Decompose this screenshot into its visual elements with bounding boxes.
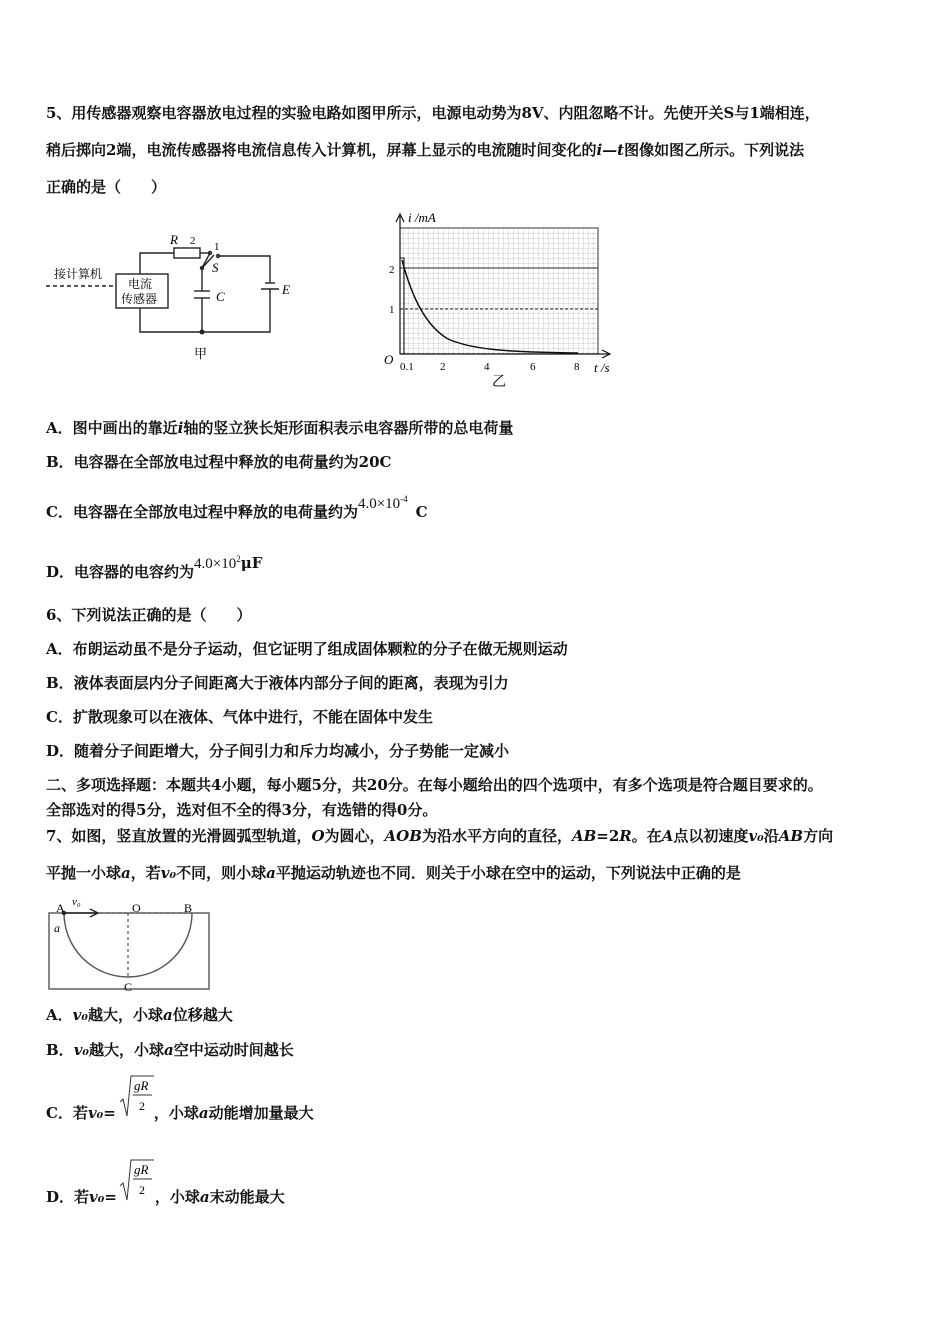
label-O: O: [132, 901, 141, 915]
label-C: C: [124, 980, 133, 994]
graph-caption: 乙: [492, 375, 506, 388]
q5-stem-line1: 5、用传感器观察电容器放电过程的实验电路如图甲所示，电源电动势为8V、内阻忽略不计。先使开关S与1端相连，: [46, 104, 820, 122]
label-a: a: [54, 921, 60, 935]
xtick-1: 2: [440, 361, 446, 373]
q6-option-c: C．扩散现象可以在液体、气体中进行，不能在固体中发生: [46, 708, 433, 726]
sqrt-expression-c: [118, 1072, 158, 1120]
graph-origin: O: [384, 352, 394, 367]
q5-stem-line2: 稍后掷向2端，电流传感器将电流信息传入计算机，屏幕上显示的电流随时间变化的i—t图像如图乙所示。下列说法: [46, 141, 805, 159]
q7-option-d: D．若v₀= ，小球a末动能最大: [46, 1188, 285, 1206]
q7-stem-line2: 平抛一小球a，若v₀不同，则小球a平抛运动轨迹也不同．则关于小球在空中的运动，下列说法中正确的是: [46, 864, 741, 882]
circuit-caption: 甲: [194, 346, 208, 361]
svg-text:2: 2: [139, 1183, 145, 1197]
ytick-1: 2: [389, 264, 395, 276]
xtick-3: 6: [530, 361, 536, 373]
label-R: R: [170, 232, 178, 247]
graph-ylabel: i /mA: [408, 210, 436, 225]
label-terminal-2: 2: [190, 235, 196, 247]
section2-line1: 二、多项选择题：本题共4小题，每小题5分，共20分。在每小题给出的四个选项中，有多个选项是符合题目要求的。: [46, 776, 823, 794]
svg-text:gR: gR: [134, 1162, 149, 1177]
q5-option-c: C．电容器在全部放电过程中释放的电荷量约为$4.0\times 10^{-4}C$: [46, 494, 428, 521]
q7-stem-line1: 7、如图，竖直放置的光滑圆弧型轨道，O为圆心，AOB为沿水平方向的直径，AB=2R。在A点以初速度v₀沿AB方向: [46, 827, 834, 845]
label-A: A: [56, 901, 65, 915]
sqrt-expression-d: [118, 1156, 158, 1204]
label-B: B: [184, 901, 193, 915]
label-capacitor-C: C: [216, 289, 225, 304]
q5-option-a: A．图中画出的靠近i轴的竖立狭长矩形面积表示电容器所带的总电荷量: [46, 419, 514, 437]
label-switch-S: S: [212, 260, 219, 275]
label-computer: 接计算机: [54, 267, 103, 281]
q6-option-b: B．液体表面层内分子间距离大于液体内部分子间的距离，表现为引力: [46, 674, 509, 692]
graph-xlabel: t /s: [594, 360, 610, 375]
q7-option-a: A．v₀越大，小球a位移越大: [46, 1006, 233, 1024]
circuit-diagram: [40, 228, 310, 368]
xtick-4: 8: [574, 361, 580, 373]
label-sensor-1: 电流: [128, 277, 153, 291]
label-sensor-2: 传感器: [121, 292, 158, 306]
q7-option-b: B．v₀越大，小球a空中运动时间越长: [46, 1041, 294, 1059]
track-diagram: [44, 895, 214, 995]
ytick-0: 1: [389, 304, 395, 316]
section2-line2: 全部选对的得5分，选对但不全的得3分，有选错的得0分。: [46, 801, 438, 819]
junction-dot: [200, 330, 205, 335]
label-emf-E: E: [282, 282, 290, 297]
q6-stem: 6、下列说法正确的是（ ）: [46, 606, 252, 624]
i-t-graph: [378, 208, 628, 388]
svg-text:2: 2: [139, 1099, 145, 1113]
label-terminal-1: 1: [214, 241, 220, 253]
q7-option-c: C．若v₀= ，小球a动能增加量最大: [46, 1104, 314, 1122]
xtick-0: 0.1: [400, 361, 414, 373]
q5-option-b: B．电容器在全部放电过程中释放的电荷量约为20C: [46, 453, 392, 471]
q5-stem-line3: 正确的是（ ）: [46, 178, 167, 196]
q6-option-a: A．布朗运动虽不是分子运动，但它证明了组成固体颗粒的分子在做无规则运动: [46, 640, 568, 658]
svg-text:gR: gR: [134, 1078, 149, 1093]
q6-option-d: D．随着分子间距增大，分子间引力和斥力均减小，分子势能一定减小: [46, 742, 510, 760]
xtick-2: 4: [484, 361, 490, 373]
q5-option-d: D．电容器的电容约为$4.0\times 10^2\mu F$: [46, 554, 263, 581]
label-v0: v₀: [72, 896, 81, 908]
